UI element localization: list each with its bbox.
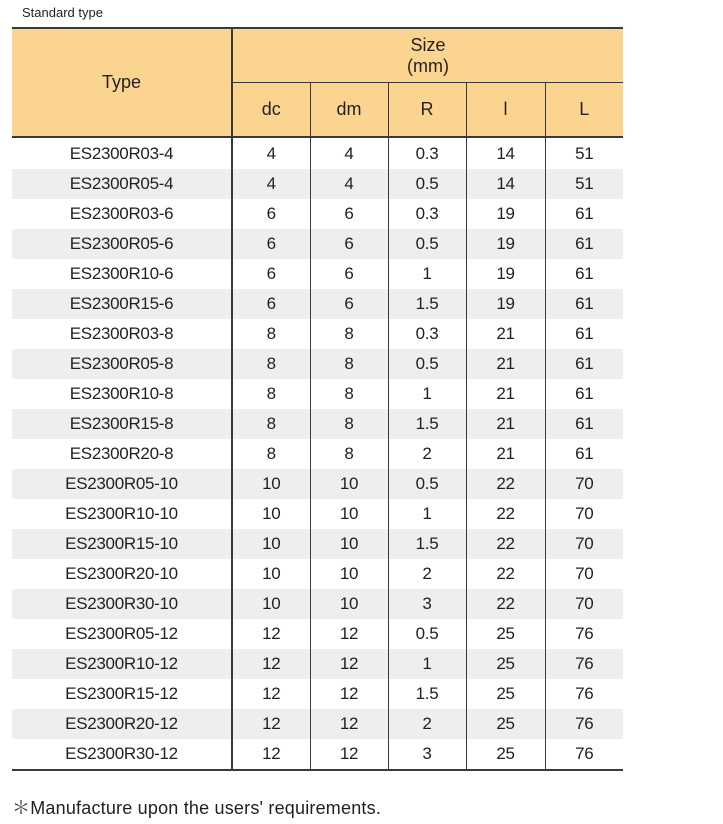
l-upper-cell: 70 xyxy=(575,504,594,523)
l-upper-cell: 61 xyxy=(545,229,623,259)
r-cell: 0.3 xyxy=(388,137,466,169)
l-lower-cell: 22 xyxy=(466,529,545,559)
table-row xyxy=(12,409,623,439)
l-lower-cell: 25 xyxy=(466,739,545,770)
table-row xyxy=(12,589,623,619)
type-cell: ES2300R10-12 xyxy=(12,649,232,679)
dm-cell: 10 xyxy=(310,589,388,619)
table-row xyxy=(12,289,623,319)
type-cell: ES2300R10-10 xyxy=(12,499,232,529)
r-cell: 1.5 xyxy=(388,679,466,709)
dc-cell: 12 xyxy=(232,679,310,709)
r-column-header: R xyxy=(388,83,466,138)
size-header-unit: (mm) xyxy=(407,55,449,76)
l-lower-cell: 21 xyxy=(466,409,545,439)
type-cell: ES2300R05-10 xyxy=(12,469,232,499)
type-cell: ES2300R05-8 xyxy=(12,349,232,379)
l-upper-cell: 61 xyxy=(545,289,623,319)
size-spec-table xyxy=(12,27,623,771)
table-row xyxy=(12,469,623,499)
r-cell: 1 xyxy=(388,499,466,529)
l-upper-cell: 61 xyxy=(575,384,594,403)
type-cell: ES2300R15-6 xyxy=(12,289,232,319)
dm-cell: 8 xyxy=(310,439,388,469)
table-row xyxy=(12,319,623,349)
dm-cell: 6 xyxy=(310,259,388,289)
r-cell: 0.3 xyxy=(388,319,466,349)
dc-cell: 12 xyxy=(232,649,310,679)
r-cell: 0.5 xyxy=(388,349,466,379)
r-cell: 0.5 xyxy=(388,469,466,499)
l-upper-cell: 61 xyxy=(545,409,623,439)
l-lower-cell: 25 xyxy=(466,619,545,649)
l-upper-cell: 76 xyxy=(545,649,623,679)
dc-cell: 6 xyxy=(232,199,310,229)
type-cell: ES2300R20-8 xyxy=(12,439,232,469)
type-cell: ES2300R05-6 xyxy=(12,229,232,259)
dc-cell: 8 xyxy=(232,319,310,349)
l-lower-cell: 19 xyxy=(466,259,545,289)
dm-cell: 6 xyxy=(310,289,388,319)
r-cell: 0.3 xyxy=(388,199,466,229)
l-upper-cell: 70 xyxy=(545,589,623,619)
dc-cell: 10 xyxy=(232,559,310,589)
r-cell: 1.5 xyxy=(388,409,466,439)
l-lower-column-header: l xyxy=(466,83,545,138)
dm-cell: 6 xyxy=(310,199,388,229)
l-lower-cell: 14 xyxy=(466,137,545,169)
table-caption: Standard type xyxy=(22,5,103,20)
table-row xyxy=(12,679,623,709)
l-lower-cell: 25 xyxy=(466,649,545,679)
l-upper-cell: 76 xyxy=(575,684,594,703)
l-lower-cell: 21 xyxy=(466,439,545,469)
type-cell: ES2300R05-4 xyxy=(12,169,232,199)
dc-cell: 8 xyxy=(232,409,310,439)
dm-cell: 12 xyxy=(310,649,388,679)
dc-cell: 4 xyxy=(232,137,310,169)
type-cell: ES2300R20-10 xyxy=(12,559,232,589)
dc-cell: 10 xyxy=(232,469,310,499)
dc-cell: 6 xyxy=(232,259,310,289)
dm-cell: 8 xyxy=(310,319,388,349)
table-row xyxy=(12,709,623,739)
type-cell: ES2300R10-8 xyxy=(12,379,232,409)
dc-cell: 10 xyxy=(232,529,310,559)
dc-cell: 6 xyxy=(232,289,310,319)
l-lower-cell: 22 xyxy=(466,559,545,589)
type-cell: ES2300R05-12 xyxy=(12,619,232,649)
type-cell: ES2300R15-8 xyxy=(12,409,232,439)
r-cell: 1 xyxy=(388,259,466,289)
table-row xyxy=(12,259,623,289)
l-lower-cell: 19 xyxy=(466,229,545,259)
dm-cell: 10 xyxy=(310,559,388,589)
type-cell: ES2300R30-10 xyxy=(12,589,232,619)
size-header-label: Size xyxy=(410,34,446,55)
table-row xyxy=(12,559,623,589)
table-row xyxy=(12,439,623,469)
r-cell: 1.5 xyxy=(388,529,466,559)
l-upper-cell: 76 xyxy=(575,624,594,643)
size-group-header xyxy=(232,28,623,83)
dm-cell: 8 xyxy=(310,349,388,379)
l-upper-cell: 70 xyxy=(575,564,594,583)
r-cell: 1 xyxy=(388,649,466,679)
dm-cell: 12 xyxy=(310,679,388,709)
r-cell: 0.5 xyxy=(388,169,466,199)
table-body xyxy=(12,137,623,770)
r-cell: 2 xyxy=(388,559,466,589)
l-lower-cell: 25 xyxy=(466,679,545,709)
l-upper-cell: 51 xyxy=(545,169,623,199)
dc-cell: 4 xyxy=(232,169,310,199)
dc-cell: 8 xyxy=(232,439,310,469)
table-row xyxy=(12,529,623,559)
dm-cell: 10 xyxy=(310,529,388,559)
type-cell: ES2300R03-8 xyxy=(12,319,232,349)
l-lower-cell: 21 xyxy=(466,379,545,409)
l-lower-cell: 22 xyxy=(466,469,545,499)
table-row xyxy=(12,379,623,409)
l-upper-cell: 51 xyxy=(575,143,594,163)
table-row xyxy=(12,199,623,229)
l-lower-cell: 25 xyxy=(466,709,545,739)
dm-cell: 12 xyxy=(310,619,388,649)
table-row xyxy=(12,499,623,529)
dm-cell: 12 xyxy=(310,739,388,770)
type-cell: ES2300R15-12 xyxy=(12,679,232,709)
l-upper-cell: 61 xyxy=(575,444,594,463)
dc-cell: 12 xyxy=(232,709,310,739)
dc-column-header: dc xyxy=(232,83,310,138)
l-lower-cell: 21 xyxy=(466,349,545,379)
l-lower-cell: 22 xyxy=(466,499,545,529)
l-upper-cell: 76 xyxy=(545,739,623,770)
dc-cell: 12 xyxy=(232,619,310,649)
table-header xyxy=(12,28,623,137)
dc-cell: 10 xyxy=(232,589,310,619)
r-cell: 1 xyxy=(388,379,466,409)
table-row xyxy=(12,229,623,259)
table-row xyxy=(12,619,623,649)
r-cell: 1.5 xyxy=(388,289,466,319)
table-row xyxy=(12,739,623,770)
table-row xyxy=(12,169,623,199)
dm-cell: 6 xyxy=(310,229,388,259)
l-upper-cell: 70 xyxy=(545,529,623,559)
type-cell: ES2300R20-12 xyxy=(12,709,232,739)
dm-column-header: dm xyxy=(310,83,388,138)
l-upper-cell: 61 xyxy=(575,324,594,343)
dm-cell: 4 xyxy=(310,169,388,199)
l-upper-cell: 76 xyxy=(545,709,623,739)
type-cell: ES2300R03-4 xyxy=(12,137,232,169)
type-cell: ES2300R30-12 xyxy=(12,739,232,770)
r-cell: 3 xyxy=(388,589,466,619)
l-upper-cell: 70 xyxy=(545,469,623,499)
l-lower-cell: 14 xyxy=(466,169,545,199)
dc-cell: 8 xyxy=(232,349,310,379)
type-cell: ES2300R03-6 xyxy=(12,199,232,229)
table-row xyxy=(12,349,623,379)
footnote: ＊Manufacture upon the users' requirements. xyxy=(12,798,382,818)
dm-cell: 10 xyxy=(310,499,388,529)
table-row xyxy=(12,137,623,169)
type-column-header: Type xyxy=(12,28,232,137)
dm-cell: 12 xyxy=(310,709,388,739)
l-lower-cell: 19 xyxy=(466,289,545,319)
dc-cell: 10 xyxy=(232,499,310,529)
dm-cell: 4 xyxy=(310,137,388,169)
r-cell: 2 xyxy=(388,709,466,739)
r-cell: 3 xyxy=(388,739,466,770)
type-cell: ES2300R10-6 xyxy=(12,259,232,289)
l-upper-cell: 61 xyxy=(545,349,623,379)
l-upper-cell: 61 xyxy=(575,264,594,283)
dm-cell: 10 xyxy=(310,469,388,499)
type-cell: ES2300R15-10 xyxy=(12,529,232,559)
l-upper-cell: 61 xyxy=(575,204,594,223)
r-cell: 0.5 xyxy=(388,229,466,259)
l-upper-column-header: L xyxy=(545,83,623,138)
dc-cell: 8 xyxy=(232,379,310,409)
dc-cell: 12 xyxy=(232,739,310,770)
dc-cell: 6 xyxy=(232,229,310,259)
l-lower-cell: 21 xyxy=(466,319,545,349)
l-lower-cell: 22 xyxy=(466,589,545,619)
table-row xyxy=(12,649,623,679)
l-lower-cell: 19 xyxy=(466,199,545,229)
r-cell: 2 xyxy=(388,439,466,469)
dm-cell: 8 xyxy=(310,379,388,409)
dm-cell: 8 xyxy=(310,409,388,439)
r-cell: 0.5 xyxy=(388,619,466,649)
